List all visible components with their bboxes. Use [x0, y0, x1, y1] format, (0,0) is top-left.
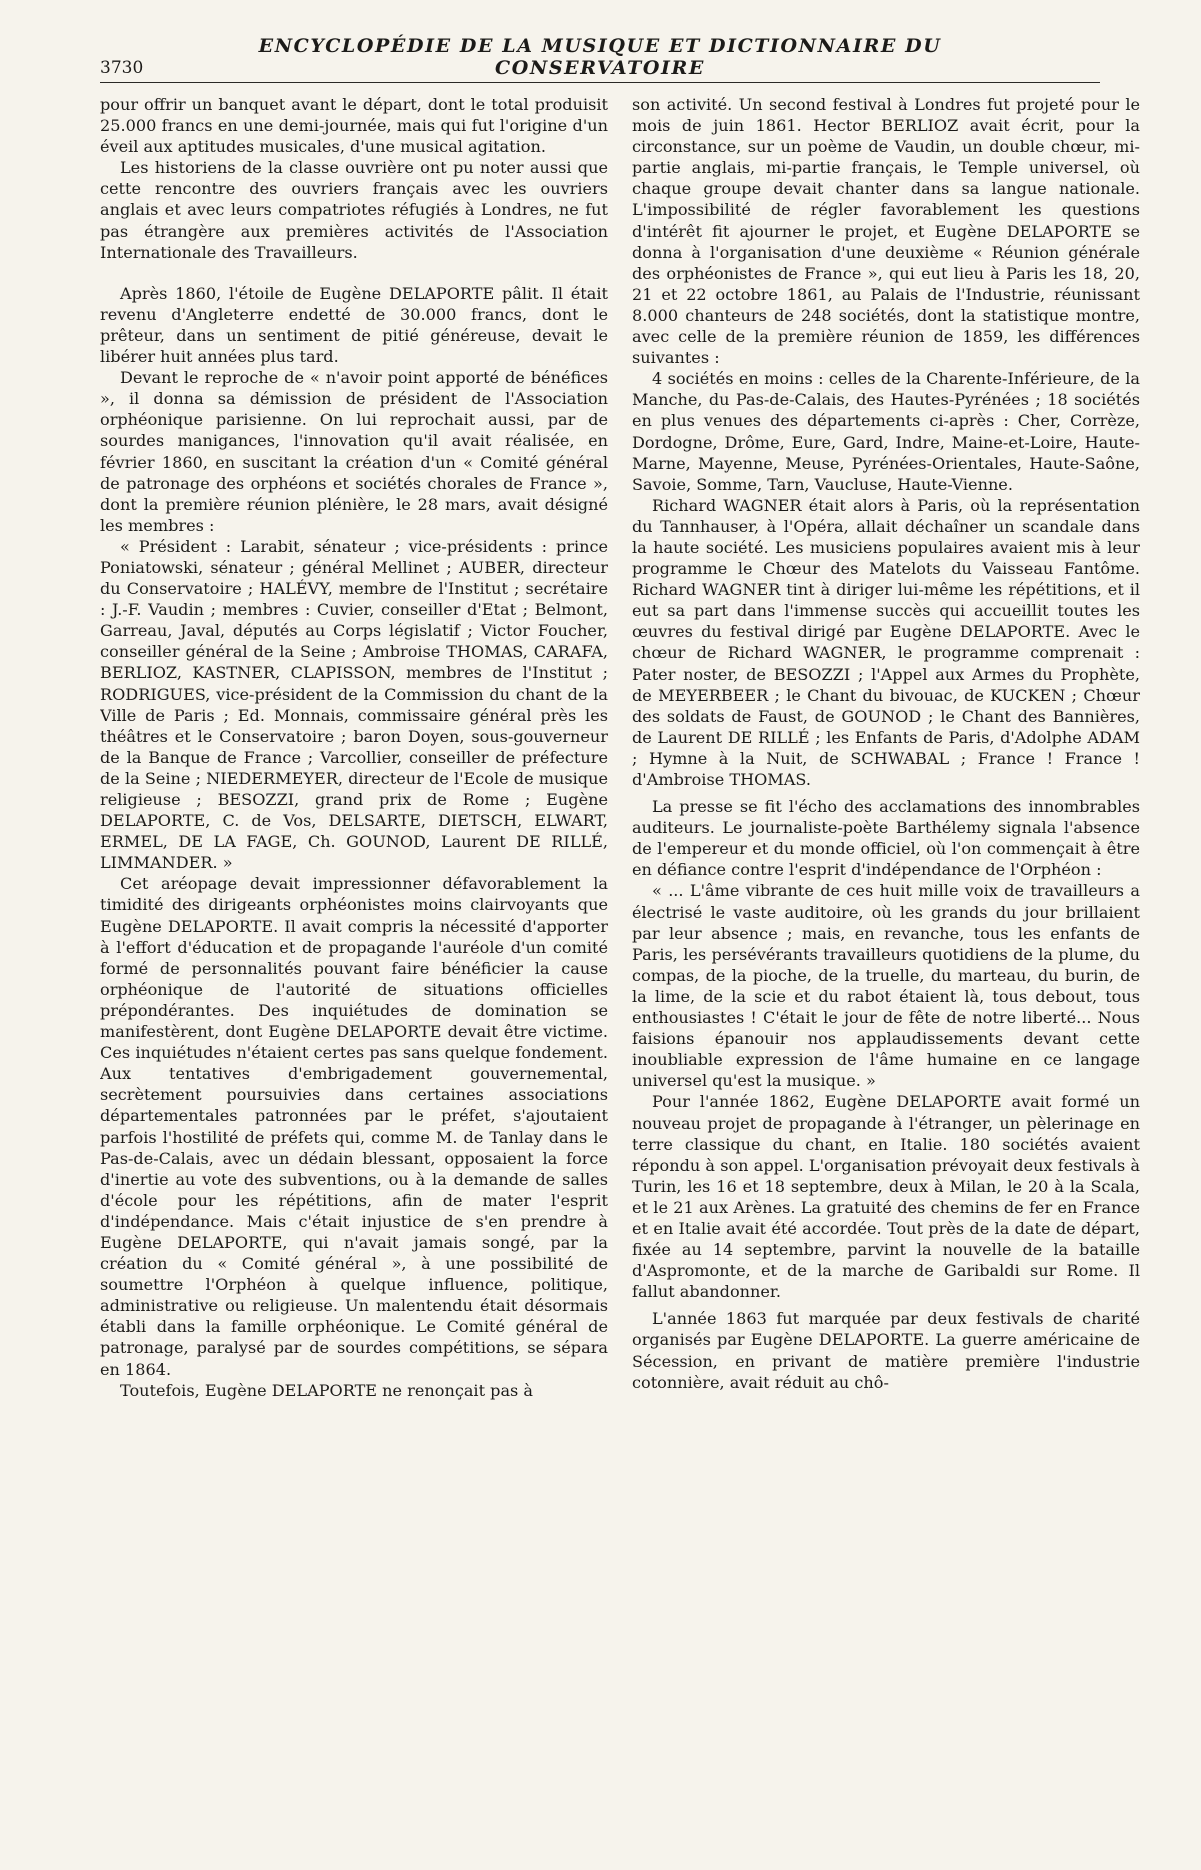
paragraph: son activité. Un second festival à Londres fut projeté pour le mois de juin 1861. Hector BERLIOZ avait écrit, pour la circonstance, sur un poème de Vaudin, un double chœur, mi-partie anglais, mi-partie français, le Temple universel, où chaque groupe devait chanter dans sa langue nationale. L'impossibilité de régler favorablement les questions d'intérêt fit ajourner le projet, et Eugène DELAPORTE se donna à l'organisation d'une deuxième « Réunion générale des orphéonistes de France », qui eut lieu à Paris les 18, 20, 21 et 22 octobre 1861, au Palais de l'Industrie, réunissant 8.000 chanteurs de 248 sociétés, dont la statistique montre, avec celle de la première réunion de 1859, les différences suivantes : — [632, 95, 1140, 368]
paragraph: L'année 1863 fut marquée par deux festivals de charité organisés par Eugène DELAPORTE. La guerre américaine de Sécession, en privant de matière première l'industrie cotonnière, avait réduit au chô- — [632, 1309, 1140, 1392]
running-title: ENCYCLOPÉDIE DE LA MUSIQUE ET DICTIONNAIRE DU CONSERVATOIRE — [258, 35, 942, 79]
running-header — [100, 35, 1100, 83]
paragraph: Les historiens de la classe ouvrière ont pu noter aussi que cette rencontre des ouvriers français avec les ouvriers anglais et avec leurs compatriotes réfugiés à Londres, ne fut pas étrangère aux premières activités de l'Association Internationale des Travailleurs. — [100, 158, 608, 262]
page-number: 3730 — [100, 58, 144, 78]
paragraph: Pour l'année 1862, Eugène DELAPORTE avait formé un nouveau projet de propagande à l'étranger, un pèlerinage en terre classique du chant, en Italie. 180 sociétés avaient répondu à son appel. L'organisation prévoyait deux festivals à Turin, les 16 et 18 septembre, deux à Milan, le 20 à la Scala, et le 21 aux Arènes. La gratuité des chemins de fer en France et en Italie avait été accordée. Tout près de la date de départ, fixée au 14 septembre, parvint la nouvelle de la bataille d'Aspromonte, et de la marche de Garibaldi sur Rome. Il fallut abandonner. — [632, 1092, 1140, 1302]
paragraph: pour offrir un banquet avant le départ, dont le total produisit 25.000 francs en une demi-journée, mais qui fut l'origine d'un éveil aux aptitudes musicales, d'une musical agitation. — [100, 95, 608, 157]
right-column — [632, 94, 1140, 1850]
paragraph: Richard WAGNER était alors à Paris, où la représentation du Tannhauser, à l'Opéra, allait déchaîner un scandale dans la haute société. Les musiciens populaires avaient mis à leur programme le Chœur des Matelots du Vaisseau Fantôme. Richard WAGNER tint à diriger lui-même les répétitions, et il eut sa part dans l'immense succès qui accueillit toutes les œuvres du festival dirigé par Eugène DELAPORTE. Avec le chœur de Richard WAGNER, le programme comprenait : Pater noster, de BESOZZI ; l'Appel aux Armes du Prophète, de MEYERBEER ; le Chant du bivouac, de KUCKEN ; Chœur des soldats de Faust, de GOUNOD ; le Chant des Bannières, de Laurent DE RILLÉ ; les Enfants de Paris, d'Adolphe ADAM ; Hymne à la Nuit, de SCHWABAL ; France ! France ! d'Ambroise THOMAS. — [632, 495, 1140, 789]
left-column — [100, 94, 608, 1850]
paragraph: 4 sociétés en moins : celles de la Charente-Inférieure, de la Manche, du Pas-de-Calais, des Hautes-Pyrénées ; 18 sociétés en plus venues des départements ci-après : Cher, Corrèze, Dordogne, Drôme, Eure, Gard, Indre, Maine-et-Loire, Haute-Marne, Mayenne, Meuse, Pyrénées-Orientales, Haute-Saône, Savoie, Somme, Tarn, Vaucluse, Haute-Vienne. — [632, 369, 1140, 494]
paragraph: Toutefois, Eugène DELAPORTE ne renonçait pas à — [120, 1380, 534, 1400]
paragraph: Devant le reproche de « n'avoir point apporté de bénéfices », il donna sa démission de président de l'Association orphéonique parisienne. On lui reprochait aussi, par de sourdes manigances, l'innovation qu'il avait réalisée, en février 1860, en suscitant la création d'un « Comité général de patronage des orphéons et sociétés chorales de France », dont la première réunion plénière, le 28 mars, avait désigné les membres : — [100, 368, 608, 535]
paragraph: Après 1860, l'étoile de Eugène DELAPORTE pâlit. Il était revenu d'Angleterre endetté de 30.000 francs, dont le prêteur, dans un sentiment de pitié généreuse, devait le libérer huit années plus tard. — [100, 283, 608, 367]
paragraph: « ... L'âme vibrante de ces huit mille voix de travailleurs a électrisé le vaste auditoire, où les grands du jour brillaient par leur absence ; mais, en revanche, tous les enfants de Paris, les persévérants travailleurs quotidiens de la plume, du compas, de la pioche, de la truelle, du marteau, du burin, de la lime, de la scie et du rabot étaient là, tous debout, tous enthousiastes ! C'était le jour de fête de notre liberté... Nous faisions épanouir nos applaudissements devant cette inoubliable expression de l'âme humaine en ce langage universel qu'est la musique. » — [632, 881, 1140, 1091]
paragraph: « Président : Larabit, sénateur ; vice-présidents : prince Poniatowski, sénateur ; général Mellinet ; AUBER, directeur du Conservatoire ; HALÉVY, membre de l'Institut ; secrétaire : J.-F. Vaudin ; membres : Cuvier, conseiller d'Etat ; Belmont, Garreau, Javal, députés au Corps législatif ; Victor Foucher, conseiller général de la Seine ; Ambroise THOMAS, CARAFA, BERLIOZ, KASTNER, CLAPISSON, membres de l'Institut ; RODRIGUES, vice-président de la Commission du chant de la Ville de Paris ; Ed. Monnais, commissaire général près les théâtres et le Conservatoire ; baron Doyen, sous-gouverneur de la Banque de France ; Varcollier, conseiller de préfecture de la Seine ; NIEDERMEYER, directeur de l'Ecole de musique religieuse ; BESOZZI, grand prix de Rome ; Eugène DELAPORTE, C. de Vos, DELSARTE, DIETSCH, ELWART, ERMEL, DE LA FAGE, Ch. GOUNOD, Laurent DE RILLÉ, LIMMANDER. » — [100, 536, 608, 873]
paragraph: La presse se fit l'écho des acclamations des innombrables auditeurs. Le journaliste-poète Barthélemy signala l'absence de l'empereur et du monde officiel, où l'on commençait à être en défiance contre l'esprit d'indépendance de l'Orphéon : — [632, 797, 1140, 880]
paragraph: Cet aréopage devait impressionner défavorablement la timidité des dirigeants orphéonistes moins clairvoyants que Eugène DELAPORTE. Il avait compris la nécessité d'apporter à l'effort d'éducation et de propagande l'auréole d'un comité formé de personnalités pouvant faire bénéficier la cause orphéonique de l'autorité de situations officielles prépondérantes. Des inquiétudes de domination se manifestèrent, dont Eugène DELAPORTE devait être victime. Ces inquiétudes n'étaient certes pas sans quelque fondement. Aux tentatives d'embrigadement gouvernemental, secrètement poursuivies dans certaines associations départementales patronnées par le préfet, s'ajoutaient parfois l'hostilité de préfets qui, comme M. de Tanlay dans le Pas-de-Calais, avec un dédain blessant, opposaient la force d'inertie au vote des subventions, ou à la demande de salles d'école pour les répétitions, afin de mater l'esprit d'indépendance. Mais c'était injustice de s'en prendre à Eugène DELAPORTE, qui n'avait jamais songé, par la création du « Comité général », à une possibilité de soumettre l'Orphéon à quelque influence, politique, administrative ou religieuse. Un malentendu était désormais établi dans la famille orphéonique. Le Comité général de patronage, paralysé par de sourdes compétitions, se sépara en 1864. — [100, 874, 608, 1379]
